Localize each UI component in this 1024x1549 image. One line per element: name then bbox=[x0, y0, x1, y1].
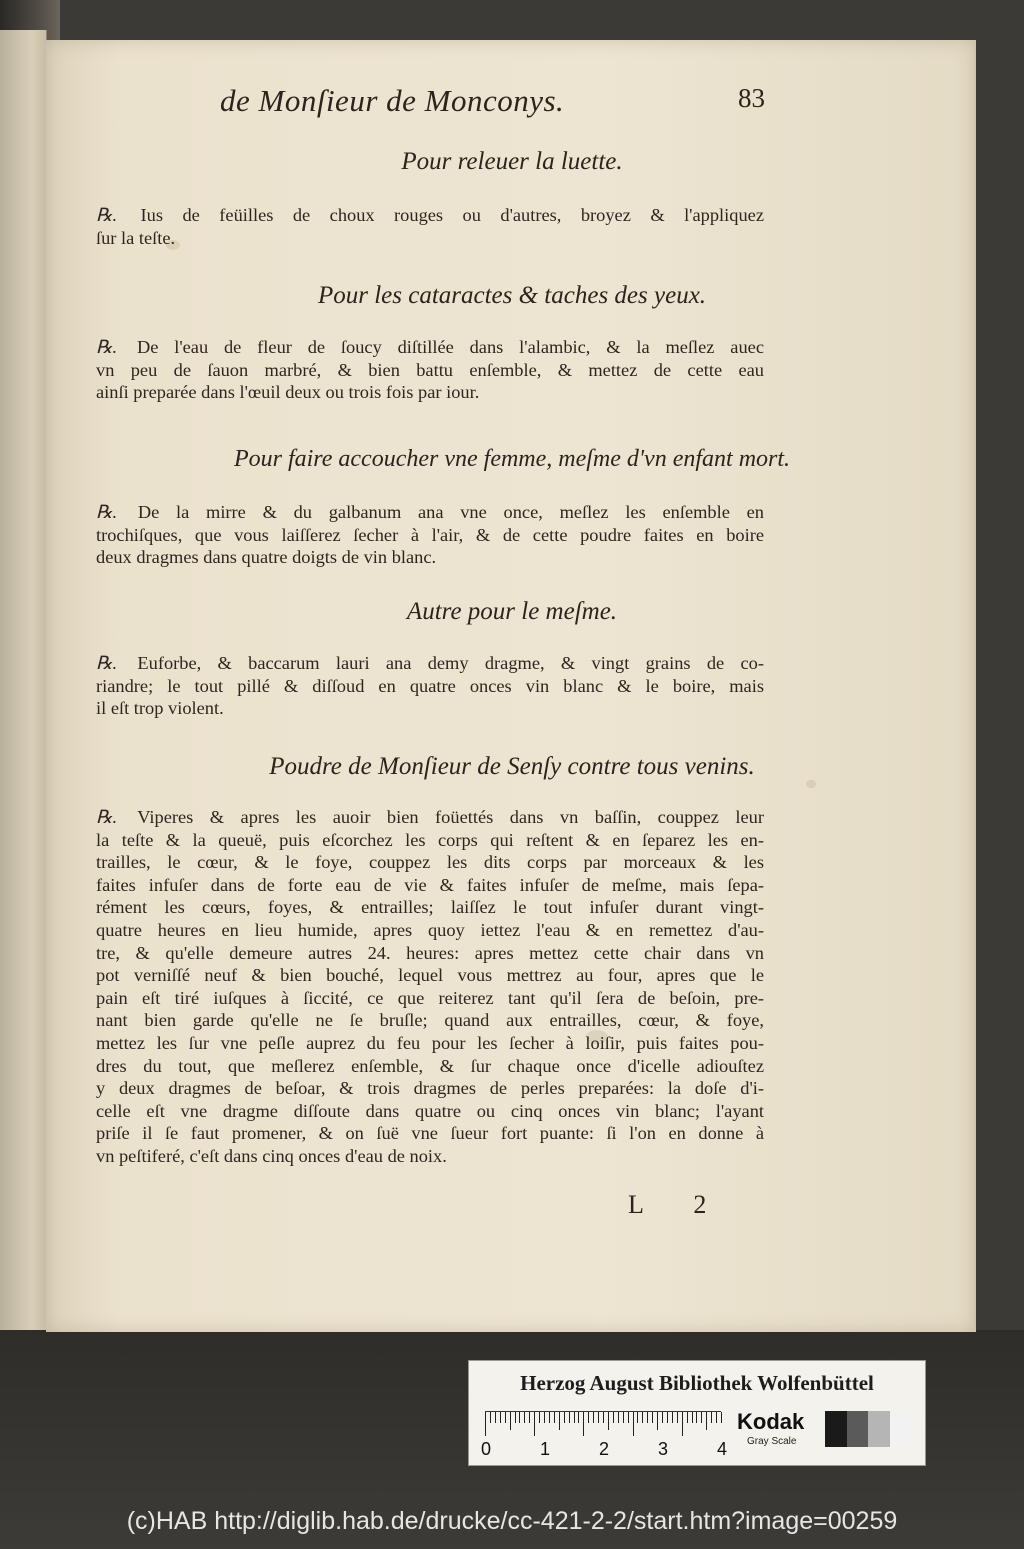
ruler-tick bbox=[598, 1412, 599, 1423]
ruler-tick bbox=[583, 1412, 584, 1436]
section-heading: Pour les cataractes & taches des yeux. bbox=[317, 282, 707, 309]
recipe-paragraph bbox=[96, 501, 764, 569]
ruler-tick bbox=[711, 1412, 712, 1423]
ruler-tick bbox=[593, 1412, 594, 1423]
text-line: pot verniſſé neuf & bien bouché, lequel vous mettrez au four, apres que le bbox=[96, 965, 764, 986]
text-line-content: Euforbe, & baccarum lauri ana demy dragme, & vingt grains de co- bbox=[137, 653, 764, 673]
text-line: rément les cœurs, foyes, & entrailles; laiſſez le tout infuſer durant vingt- bbox=[96, 897, 764, 918]
text-line-content: De la mirre & du galbanum ana vne once, meſlez les enſemble en bbox=[137, 502, 764, 522]
ruler-scale bbox=[485, 1411, 721, 1438]
ruler-number: 3 bbox=[658, 1439, 669, 1459]
gray-patch bbox=[825, 1411, 847, 1447]
recipe-paragraph bbox=[96, 204, 764, 249]
ruler-tick bbox=[505, 1412, 506, 1423]
ruler-tick bbox=[696, 1412, 697, 1423]
ruler-tick bbox=[692, 1412, 693, 1423]
recipe-paragraph bbox=[96, 806, 764, 1168]
ruler-tick bbox=[534, 1412, 535, 1436]
ruler-tick bbox=[559, 1412, 560, 1430]
text-line bbox=[96, 336, 764, 359]
gray-patch bbox=[890, 1411, 912, 1447]
recipe-symbol: ℞. bbox=[96, 502, 118, 522]
ruler-tick bbox=[628, 1412, 629, 1423]
ruler-numbers bbox=[481, 1439, 741, 1461]
ruler-tick bbox=[642, 1412, 643, 1423]
ruler-number: 1 bbox=[540, 1439, 551, 1459]
grayscale-label: Gray Scale bbox=[747, 1436, 797, 1447]
text-line: celle eſt vne dragme diſſoute dans quatre ou cinq onces vin blanc; l'ayant bbox=[96, 1100, 764, 1121]
ruler-number: 4 bbox=[717, 1439, 728, 1459]
ruler-tick bbox=[662, 1412, 663, 1423]
ruler-tick bbox=[652, 1412, 653, 1423]
text-line-content: De l'eau de fleur de ſoucy diſtillée dans l'alambic, & la meſlez auec bbox=[136, 337, 764, 357]
recipe-symbol: ℞. bbox=[96, 807, 118, 827]
section-heading: Autre pour le meſme. bbox=[406, 598, 618, 625]
ruler-tick bbox=[495, 1412, 496, 1423]
ruler-tick bbox=[539, 1412, 540, 1423]
page-number: 83 bbox=[738, 83, 765, 113]
text-line: riandre; le tout pillé & diſſoud en quatre onces vin blanc & le boire, mais bbox=[96, 675, 764, 696]
text-line: trochiſques, que vous laiſſerez ſecher à l'air, & de cette poudre faites en boire bbox=[96, 524, 764, 545]
ruler-tick bbox=[519, 1412, 520, 1423]
text-line: pain eſt tiré iuſques à ſiccité, ce que reiterez tant qu'il ſera de beſoin, pre- bbox=[96, 987, 764, 1008]
ruler-tick bbox=[706, 1412, 707, 1430]
text-line bbox=[96, 501, 764, 524]
ruler-tick bbox=[500, 1412, 501, 1423]
ruler-tick bbox=[510, 1412, 511, 1430]
ruler-tick bbox=[564, 1412, 565, 1423]
text-line bbox=[96, 652, 764, 675]
ruler-tick bbox=[524, 1412, 525, 1423]
ruler-tick bbox=[716, 1412, 717, 1423]
text-line: y deux dragmes de beſoar, & trois dragmes de perles preparées: la doſe d'i- bbox=[96, 1078, 764, 1099]
ruler-tick bbox=[603, 1412, 604, 1423]
section-heading: Poudre de Monſieur de Senſy contre tous venins. bbox=[269, 753, 755, 780]
recipe-symbol: ℞. bbox=[96, 337, 118, 357]
text-line: trailles, le cœur, & le foye, couppez les dits corps par morceaux & les bbox=[96, 852, 764, 873]
ruler-tick bbox=[682, 1412, 683, 1436]
text-line: tre, & qu'elle demeure autres 24. heures: apres mettez cette chair dans vn bbox=[96, 942, 764, 963]
section-heading: Pour releuer la luette. bbox=[401, 148, 623, 175]
signature-mark: L 2 bbox=[628, 1190, 729, 1219]
text-line-content: Viperes & apres les auoir bien foüettés dans vn baſſin, couppez leur bbox=[137, 807, 765, 827]
recipe-paragraph bbox=[96, 652, 764, 720]
ruler-tick bbox=[554, 1412, 555, 1423]
ruler-tick bbox=[721, 1412, 722, 1423]
gray-scale-patches bbox=[825, 1411, 911, 1447]
text-line-content: Ius de feüilles de choux rouges ou d'autres, broyez & l'appliquez bbox=[140, 205, 764, 225]
recipe-symbol: ℞. bbox=[96, 653, 118, 673]
ruler-tick bbox=[623, 1412, 624, 1423]
ruler-tick bbox=[544, 1412, 545, 1423]
text-line bbox=[96, 204, 764, 227]
ruler-tick bbox=[647, 1412, 648, 1423]
ruler-tick bbox=[515, 1412, 516, 1423]
ruler-tick bbox=[633, 1412, 634, 1436]
text-line: nant bien garde qu'elle ne ſe bruſle; quand aux entrailles, cœur, & foye, bbox=[96, 1010, 764, 1031]
text-line: vn peſtiferé, c'eſt dans cinq onces d'eau de noix. bbox=[96, 1145, 447, 1166]
ruler-tick bbox=[485, 1412, 486, 1436]
ruler-tick bbox=[672, 1412, 673, 1423]
section-heading: Pour faire accoucher vne femme, meſme d'vn enfant mort. bbox=[233, 446, 791, 472]
library-name: Herzog August Bibliothek Wolfenbüttel bbox=[520, 1371, 874, 1395]
ruler-tick bbox=[701, 1412, 702, 1423]
kodak-logo: Kodak bbox=[737, 1409, 805, 1434]
text-line: la teſte & la queuë, puis eſcorchez les corps qui reſtent & en ſeparez les en- bbox=[96, 829, 764, 850]
running-head bbox=[220, 83, 765, 123]
ruler-tick bbox=[490, 1412, 491, 1423]
text-line: ſur la teſte. bbox=[96, 227, 176, 248]
ruler-tick bbox=[549, 1412, 550, 1423]
text-line: ainſi preparée dans l'œuil deux ou trois fois par iour. bbox=[96, 382, 480, 403]
ruler-tick bbox=[637, 1412, 638, 1423]
text-line bbox=[96, 806, 764, 829]
ruler-tick bbox=[574, 1412, 575, 1423]
recipe-symbol: ℞. bbox=[96, 205, 118, 225]
ruler-tick bbox=[569, 1412, 570, 1423]
text-line: faites infuſer dans de forte eau de vie & faites infuſer de meſme, mais ſepa- bbox=[96, 874, 764, 895]
gray-patch bbox=[847, 1411, 869, 1447]
ruler-tick bbox=[578, 1412, 579, 1423]
paper-stain bbox=[806, 780, 816, 788]
ruler-tick bbox=[667, 1412, 668, 1423]
ruler-tick bbox=[687, 1412, 688, 1423]
ruler-tick bbox=[677, 1412, 678, 1423]
color-scale-card bbox=[468, 1360, 926, 1466]
ruler-tick bbox=[618, 1412, 619, 1423]
ruler-tick bbox=[657, 1412, 658, 1430]
text-line: deux dragmes dans quatre doigts de vin blanc. bbox=[96, 547, 437, 568]
text-line: mettez les ſur vne peſle auprez du feu pour les ſecher à loiſir, puis faites pou- bbox=[96, 1032, 764, 1053]
text-line: il eſt trop violent. bbox=[96, 698, 224, 719]
ruler-tick bbox=[608, 1412, 609, 1430]
ruler-tick bbox=[613, 1412, 614, 1423]
copyright-url: (c)HAB http://diglib.hab.de/drucke/cc-421-2-2/start.htm?image=00259 bbox=[126, 1507, 898, 1535]
previous-page-edge bbox=[0, 30, 47, 1340]
recipe-paragraph bbox=[96, 336, 764, 404]
gray-patch bbox=[868, 1411, 890, 1447]
text-line: dres du tout, que meſlerez enſemble, & ſur chaque once d'icelle adiouſtez bbox=[96, 1055, 764, 1076]
ruler-tick bbox=[529, 1412, 530, 1423]
text-line: priſe il ſe faut promener, & on ſuë vne ſueur fort puante: ſi l'on en donne à bbox=[96, 1123, 764, 1144]
ruler-number: 2 bbox=[599, 1439, 610, 1459]
text-line: vn peu de ſauon marbré, & bien battu enſemble, & mettez de cette eau bbox=[96, 359, 764, 380]
ruler-tick bbox=[588, 1412, 589, 1423]
running-title: de Monſieur de Monconys. bbox=[220, 83, 565, 118]
text-line: quatre heures en lieu humide, apres quoy iettez l'eau & en remettez d'au- bbox=[96, 919, 764, 940]
ruler-number: 0 bbox=[481, 1439, 492, 1459]
